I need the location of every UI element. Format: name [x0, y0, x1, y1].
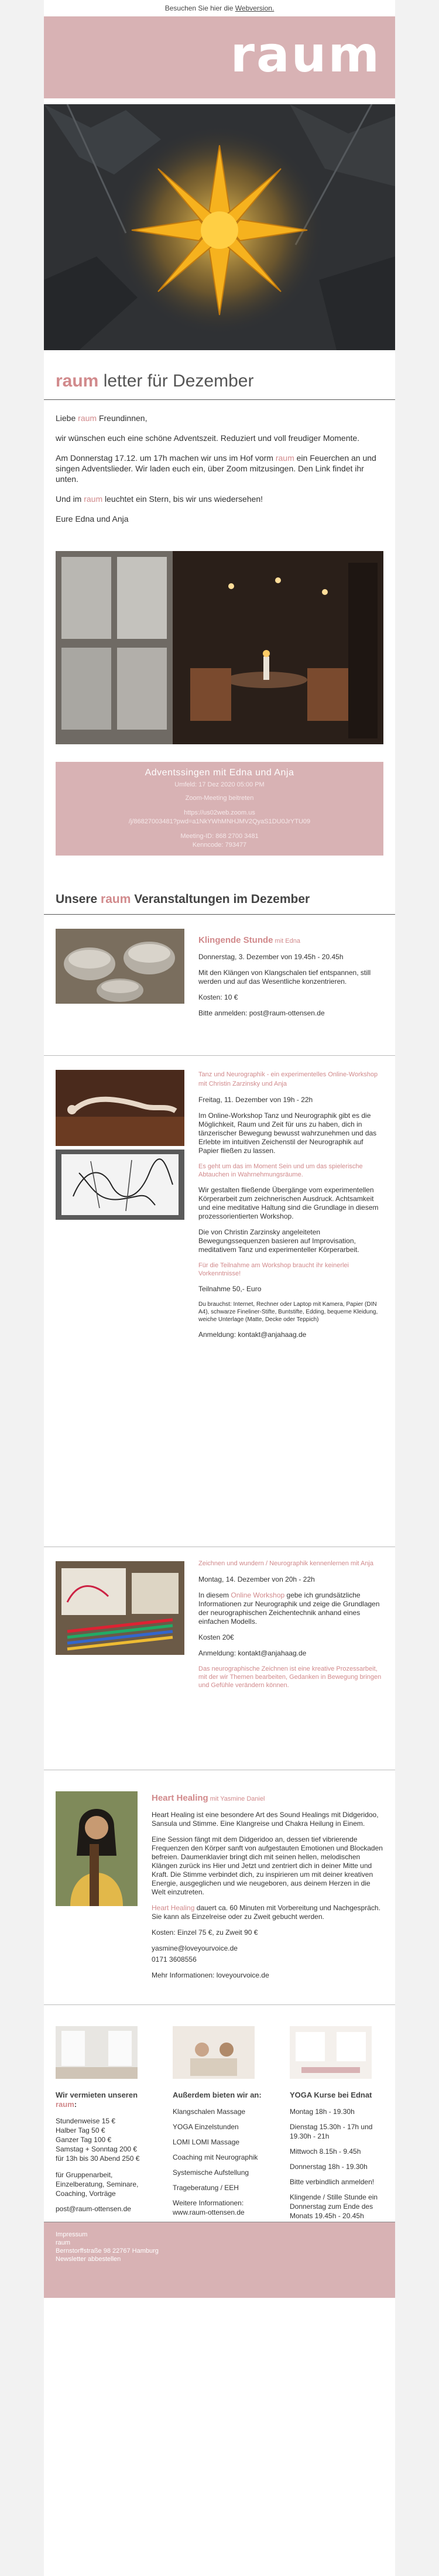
yasmine-portrait	[56, 1791, 138, 1906]
column-offers	[173, 2026, 266, 2223]
advent-zoom-box	[56, 762, 383, 856]
offers-title: Außerdem bieten wir an:	[173, 2091, 262, 2099]
title-brand: raum	[56, 371, 99, 391]
advent-heading: Adventssingen mit Edna und Anja	[145, 768, 294, 778]
event-2-needs: Du brauchst: Internet, Rechner oder Laptop mit Kamera, Papier (DIN A4), schwarze Fineliner-Stifte, Buntstifte, Edding, bequeme Kleidung, weiche Unterlage (Matte, Decke oder Teppich)	[198, 1301, 378, 1323]
event-3-signup-label: Anmeldung:	[198, 1649, 238, 1657]
event-image-drawing	[56, 1150, 184, 1220]
offer-item: Trageberatung / EEH	[173, 2184, 239, 2192]
rent-line: Samstag + Sonntag 200 €	[56, 2145, 138, 2153]
greeting-brand: raum	[78, 413, 97, 423]
webversion-link[interactable]: Webversion.	[235, 4, 275, 12]
event-3-text	[198, 1547, 383, 1689]
event-3-title-main: Zeichnen und wundern /	[198, 1560, 268, 1567]
event-1-text	[198, 915, 383, 1018]
advent-zoom-link[interactable]: https://us02web.zoom.us	[184, 809, 255, 816]
event-4-more-link[interactable]: loveyourvoice.de	[216, 1971, 269, 1979]
event-2-cost: Teilnahme 50,- Euro	[198, 1285, 262, 1293]
rent-title-post: :	[74, 2100, 77, 2109]
event-3-title-rest: Neurographik kennenlernen mit Anja	[267, 1560, 374, 1567]
offer-item: YOGA Einzelstunden	[173, 2123, 239, 2131]
event-1-desc: Mit den Klängen von Klangschalen tief entspannen, still werden und auf das Wesentliche konzentrieren.	[198, 969, 371, 986]
rent-line: Ganzer Tag 100 €	[56, 2136, 112, 2144]
rent-line: Stundenweise 15 €	[56, 2117, 116, 2125]
raum-logo[interactable]: raum	[230, 26, 381, 83]
rent-title-pre: Wir vermieten unseren	[56, 2091, 138, 2099]
webversion-text: Besuchen Sie hier die	[164, 4, 235, 12]
event-2-signup	[198, 1330, 383, 1339]
greeting-pre: Liebe	[56, 413, 78, 423]
event-4-desc-1: Heart Healing ist eine besondere Art des Sound Healings mit Didgeridoo, Sansula und Stimme. Eine Klangreise und Chakra Heilung in Einem.	[152, 1811, 379, 1828]
webversion-bar	[44, 0, 395, 16]
star-photo	[44, 104, 395, 350]
event-3-online-workshop-link[interactable]: Online Workshop	[231, 1591, 285, 1599]
event-1-signup-mail[interactable]: post@raum-ottensen.de	[249, 1009, 325, 1017]
room-thumb-3	[290, 2026, 372, 2079]
events-section-title	[44, 856, 395, 915]
event-4-desc-3	[152, 1904, 383, 1921]
greeting	[56, 413, 383, 423]
event-2-title-rest: ein experimentelles Online-Workshop mit Christin Zarzinsky und Anja	[198, 1071, 378, 1087]
offer-item: Coaching mit Neurographik	[173, 2153, 258, 2161]
interior-image	[56, 551, 383, 744]
event-4-desc-3-brand: Heart Healing	[152, 1904, 195, 1912]
event-2-desc-2: Wir gestalten fließende Übergänge vom experimentellen Körperarbeit zum zeichnerischen Ausdruck. Achtsamkeit und eine meditative Haltung sind die Grundlage in diesem prozessorientierten Workshop.	[198, 1186, 379, 1220]
event-zeichnen-wundern	[44, 1547, 395, 1770]
event-2-title[interactable]	[198, 1070, 383, 1089]
offer-item: LOMI LOMI Massage	[173, 2138, 240, 2146]
advent-line-2: Zoom-Meeting beitreten	[185, 795, 254, 802]
header-banner	[44, 16, 395, 98]
advent-meeting-id: Meeting-ID: 868 2700 3481	[180, 833, 259, 840]
neurographic-drawing-image	[56, 1150, 184, 1220]
event-2-date: Freitag, 11. Dezember von 19h - 22h	[198, 1096, 313, 1104]
info-columns	[44, 2005, 395, 2222]
event-2-pink-1: Es geht um das im Moment Sein und um das spielerische Abtauchen in Wahrnehmungsräume.	[198, 1163, 363, 1178]
events-title-pre: Unsere	[56, 892, 101, 906]
greeting-post: Freundinnen,	[97, 413, 148, 423]
event-4-desc-2: Eine Session fängt mit dem Didgeridoo an, dessen tief vibrierende Frequenzen den Körper sanft von aufgestauten Emotionen und Blockaden befreien. Daumenklavier bringt dich mit seinen hellen, melodischen Klängen zurück ins Hier und Jetzt und zentriert dich in deiner Mitte und Kraft. Die Stimme verbindet dich, zu inspirieren um mit deiner kreativen Energie, ausgeglichen und wie neugeboren, aus deinem Herzen in die Welt einzutreten.	[152, 1835, 383, 1896]
yoga-item: Montag 18h - 19.30h	[290, 2108, 355, 2116]
page-title	[44, 350, 395, 400]
rent-use: für Gruppenarbeit, Einzelberatung, Seminare, Coaching, Vorträge	[56, 2171, 139, 2198]
title-rest: letter für Dezember	[98, 371, 254, 391]
advent-passcode: Kenncode: 793477	[192, 841, 247, 849]
p3-brand: raum	[84, 494, 103, 504]
footer-brand: raum	[56, 2239, 71, 2246]
event-4-more	[152, 1971, 383, 1980]
rent-room-image	[56, 2026, 138, 2079]
offers-image	[173, 2026, 255, 2079]
event-1-title-main: Klingende Stunde	[198, 935, 273, 945]
events-title-post: Veranstaltungen im Dezember	[131, 892, 310, 906]
event-1-cost: Kosten: 10 €	[198, 993, 238, 1001]
event-1-title-small: mit Edna	[273, 938, 300, 945]
event-3-cost: Kosten 20€	[198, 1633, 234, 1641]
event-image-dance	[56, 1070, 184, 1146]
event-2-signup-mail[interactable]: kontakt@anjahaag.de	[238, 1330, 307, 1339]
offer-item: Systemische Aufstellung	[173, 2168, 249, 2177]
event-4-more-label: Mehr Informationen:	[152, 1971, 217, 1979]
event-tanz-neurographik	[44, 1056, 395, 1547]
yoga-image	[290, 2026, 372, 2079]
footer-address: Bernstorffstraße 98 22767 Hamburg	[56, 2247, 159, 2255]
singing-bowls-image	[56, 929, 184, 1004]
yoga-note: Bitte verbindlich anmelden!	[290, 2178, 375, 2186]
event-heart-healing	[44, 1770, 395, 2005]
event-3-pink: Das neurographische Zeichnen ist eine kreative Prozessarbeit, mit der wir Themen bearbeiten, Gedanken in Bewegung bringen und Gefühle verändern können.	[198, 1665, 382, 1689]
event-4-title-main: Heart Healing	[152, 1793, 208, 1803]
letter-p3	[56, 494, 383, 504]
event-1-signup	[198, 1009, 383, 1018]
event-3-desc-post: gebe ich grundsätzliche Informationen zur Neurographik und zeige die Grundlagen der neurographischen Zeichentechnik anhand eines einfachen Modells.	[198, 1591, 380, 1626]
event-klingende-stunde	[44, 915, 395, 1056]
yoga-extra: Klingende / Stille Stunde ein Donnerstag zum Ende des Monats 19.45h - 20.45h	[290, 2193, 378, 2220]
event-4-desc-3-rest: dauert ca. 60 Minuten mit Vorbereitung und Nachgespräch. Sie kann als Einzelreise oder zu Zweit gebucht werden.	[152, 1904, 380, 1921]
event-3-desc-pre: In diesem	[198, 1591, 231, 1599]
event-2-desc-1: Im Online-Workshop Tanz und Neurographik gibt es die Möglichkeit, Raum und Zeit für uns zu haben, dich in tänzerischer Bewegung bewusst wahrzunehmen und das Erlebte im intuitiven Zeichenstil der Neurographik auf Papier fließen zu lassen.	[198, 1111, 377, 1155]
offer-item: Klangschalen Massage	[173, 2108, 246, 2116]
event-image-yasmine	[56, 1791, 138, 1906]
event-2-text	[198, 1056, 383, 1339]
event-1-date: Donnerstag, 3. Dezember von 19.45h - 20.45h	[198, 953, 344, 961]
drawing-table-image	[56, 1561, 184, 1655]
yoga-item: Mittwoch 8.15h - 9.45h	[290, 2147, 361, 2156]
raum-interior-photo	[56, 551, 383, 744]
rent-line: für 13h bis 30 Abend 250 €	[56, 2154, 140, 2163]
newsletter	[44, 0, 395, 2576]
event-4-contact	[152, 1944, 383, 1953]
advent-line-1: Umfeld: 17 Dez 2020 05:00 PM	[174, 781, 265, 788]
event-3-desc	[198, 1591, 383, 1626]
footer	[44, 2222, 395, 2298]
event-3-date: Montag, 14. Dezember von 20h - 22h	[198, 1575, 315, 1583]
hero-star-image	[44, 104, 395, 350]
event-1-signup-label: Bitte anmelden:	[198, 1009, 249, 1017]
p2-post: ein Feuerchen an und singen Adventslieder. Wir laden euch ein, über Zoom mitzusingen. Den Link findet ihr unten.	[56, 453, 376, 484]
advent-zoom-link-2[interactable]: /j/86827003481?pwd=a1NkYWhMNHJMV2QyaS1DU0JrYTU09	[128, 818, 311, 825]
p2-pre: Am Donnerstag 17.12. um 17h machen wir uns im Hof vorm	[56, 453, 276, 463]
event-4-title[interactable]	[152, 1794, 383, 1804]
p2-brand: raum	[275, 453, 294, 463]
letter-signature: Eure Edna und Anja	[56, 514, 129, 524]
room-thumb-1	[56, 2026, 138, 2079]
p3-post: leuchtet ein Stern, bis wir uns wiedersehen!	[102, 494, 263, 504]
footer-impressum[interactable]: Impressum	[56, 2231, 88, 2238]
rent-line: Halber Tag 50 €	[56, 2126, 105, 2134]
event-4-title-small: mit Yasmine Daniel	[208, 1795, 265, 1802]
event-image-pens	[56, 1561, 184, 1655]
room-thumb-2	[173, 2026, 255, 2079]
event-2-signup-label: Anmeldung:	[198, 1330, 238, 1339]
column-rent	[56, 2026, 149, 2219]
event-4-cost: Kosten: Einzel 75 €, zu Zweit 90 €	[152, 1928, 258, 1937]
event-4-text	[152, 1770, 383, 1980]
letter-body	[44, 400, 395, 539]
rent-title-brand: raum	[56, 2100, 74, 2109]
rent-mail[interactable]: post@raum-ottensen.de	[56, 2205, 131, 2213]
yoga-title: YOGA Kurse bei Ednat	[290, 2091, 372, 2099]
offers-more[interactable]: Weitere Informationen: www.raum-ottensen.de	[173, 2199, 245, 2216]
event-3-signup-mail[interactable]: kontakt@anjahaag.de	[238, 1649, 307, 1657]
event-image-bowls	[56, 929, 184, 1004]
footer-unsubscribe[interactable]: Newsletter abbestellen	[56, 2256, 121, 2263]
event-3-title[interactable]	[198, 1559, 383, 1568]
letter-p2	[56, 453, 383, 484]
yoga-item: Donnerstag 18h - 19.30h	[290, 2163, 368, 2171]
events-title-brand: raum	[101, 892, 131, 906]
p3-pre: Und im	[56, 494, 84, 504]
rent-title	[56, 2091, 149, 2109]
event-1-title[interactable]	[198, 936, 383, 946]
yoga-item: Dienstag 15.30h - 17h und 19.30h - 21h	[290, 2123, 373, 2140]
letter-p1: wir wünschen euch eine schöne Adventszeit. Reduziert und voll freudiger Momente.	[56, 433, 360, 443]
event-4-phone: 0171 3608556	[152, 1955, 197, 1963]
event-2-title-main: Tanz und Neurographik -	[198, 1071, 271, 1078]
column-yoga	[290, 2026, 383, 2226]
event-4-mail[interactable]: yasmine@loveyourvoice.de	[152, 1944, 238, 1952]
dance-image	[56, 1070, 184, 1146]
event-3-signup	[198, 1649, 383, 1658]
event-2-pink-2: Für die Teilnahme am Workshop braucht ihr keinerlei Vorkenntnisse!	[198, 1262, 349, 1277]
event-2-desc-3: Die von Christin Zarzinsky angeleiteten Bewegungssequenzen basieren auf Improvisation, meditativem Tanz und experimenteller Körperarbeit.	[198, 1228, 359, 1254]
